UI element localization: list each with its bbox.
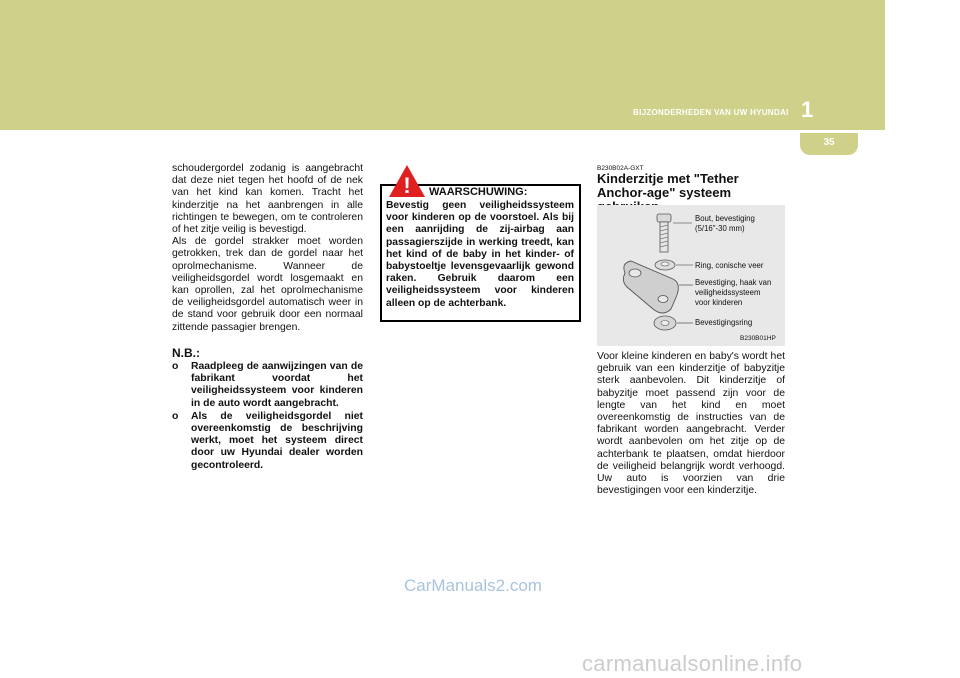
label-hook: Bevestiging, haak van: [695, 278, 772, 287]
warning-icon: [388, 164, 426, 198]
tether-anchor-figure: [597, 205, 785, 346]
warning-title: WAARSCHUWING:: [429, 186, 528, 198]
paragraph: Als de gordel strakker moet worden getrokken, trek dan de gordel naar het oprolmechanisme. Wanneer de veiligheidsgordel wordt losgemaakt en kan oprollen, zal het oprolmechanisme de veiligheidsgordel automatisch weer in de stand voor gebruik door een normaal zittende passagier brengen.: [172, 236, 363, 333]
note-list: [172, 361, 363, 472]
list-item: [172, 411, 363, 472]
label-mounting-ring: Bevestigingsring: [695, 318, 753, 327]
page-tab: [800, 133, 858, 155]
bullet: o: [172, 410, 179, 422]
section-title: Kinderzitje met "Tether Anchor-age" systeem: [597, 171, 739, 200]
page-number: 35: [823, 137, 835, 148]
list-item: [172, 361, 363, 410]
watermark-logo: CarManuals2.com: [404, 576, 542, 595]
chapter-title: BIJZONDERHEDEN VAN UW HYUNDAI: [633, 108, 789, 117]
label-bolt-size: (5/16"-30 mm): [695, 224, 745, 233]
chapter-number: 1: [801, 97, 814, 122]
watermark-footer: carmanualsonline.info: [582, 651, 803, 676]
list-item-text: Raadpleeg de aanwijzingen van de fabrikant voordat het veiligheidssysteem voor kinderen in de auto wordt aangebracht.: [191, 361, 363, 409]
left-text-column: [172, 163, 363, 473]
paragraph: Voor kleine kinderen en baby's wordt het gebruik van een kinderzitje of babyzitje sterk aanbevolen. Dit kinderzitje of babyzitje moet passend zijn voor de lengte van het kind en moet overeenkomstig de instructies van de fabrikant worden aangebracht. Verder wordt aanbevolen om het zitje op de achterbank te plaatsen, omdat hierdoor de veiligheid belangrijk wordt verhoogd. Uw auto is voorzien van drie bevestigingen voor een kinderzitje.: [597, 351, 785, 497]
label-hook-line2: veiligheidssysteem: [695, 288, 761, 297]
section-code: B230B02A-GXT: [597, 165, 644, 172]
bullet: o: [172, 361, 179, 373]
label-ring: Ring, conische veer: [695, 261, 764, 270]
warning-symbol: !: [403, 173, 411, 198]
warning-body: Bevestig geen veiligheidssysteem voor kinderen op de voorstoel. Als bij een aanrijding de zij-airbag aan passagierszijde in werking treedt, kan het kind of de baby in het kinder- of babystoeltje levensgevaarlijk gewond raken. Gebruik daarom een veiligheidssysteem voor kinderen alleen op de achterbank.: [386, 200, 574, 309]
right-text-column: [597, 351, 785, 497]
note-title: N.B.:: [172, 345, 200, 360]
anchor-parts-illustration: [597, 205, 785, 346]
label-bolt: Bout, bevestiging: [695, 214, 755, 223]
paragraph: schoudergordel zodanig is aangebracht dat deze niet tegen het hoofd of de nek van het kind kan komen. Tracht het kinderzitje na het aanbrengen in alle richtingen te bewegen, om te controleren of het zitje veilig is bevestigd.: [172, 163, 363, 236]
label-hook-line3: voor kinderen: [695, 298, 743, 307]
figure-code: B230B01HP: [740, 335, 776, 342]
list-item-text: Als de veiligheidsgordel niet overeenkomstig de beschrijving werkt, moet het systeem direct door uw Hyundai dealer worden gecontroleerd.: [191, 410, 363, 471]
